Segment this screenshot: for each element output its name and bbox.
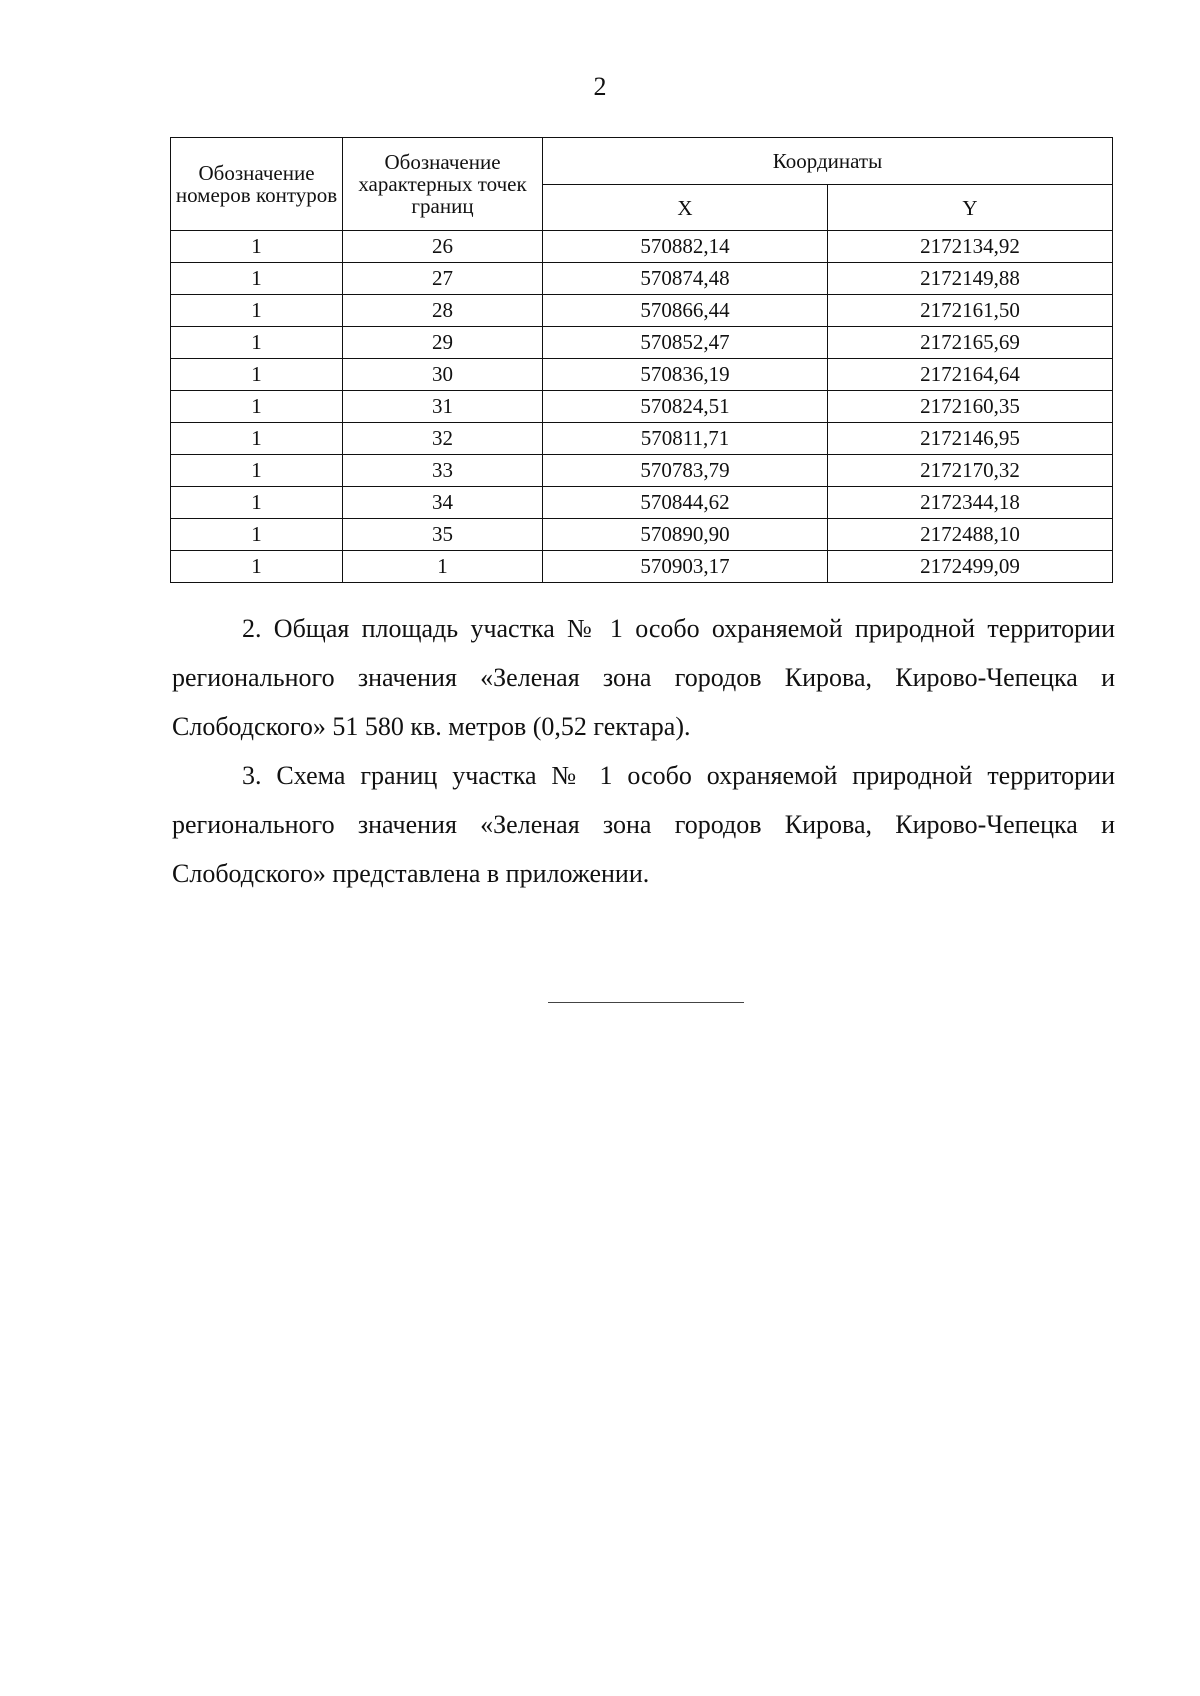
- cell-y: 2172149,88: [828, 263, 1113, 295]
- cell-point: 31: [343, 391, 543, 423]
- cell-y: 2172164,64: [828, 359, 1113, 391]
- cell-x: 570844,62: [543, 487, 828, 519]
- cell-contour: 1: [171, 487, 343, 519]
- paragraph-total-area: 2. Общая площадь участка № 1 особо охраняемой природной территории регионального значения «Зеленая зона городов Кирова, Кирово-Чепецка и Слободского» 51 580 кв. метров (0,52 гектара).: [172, 614, 1115, 741]
- cell-x: 570836,19: [543, 359, 828, 391]
- cell-point: 29: [343, 327, 543, 359]
- cell-point: 28: [343, 295, 543, 327]
- cell-contour: 1: [171, 295, 343, 327]
- cell-y: 2172488,10: [828, 519, 1113, 551]
- cell-contour: 1: [171, 327, 343, 359]
- cell-y: 2172146,95: [828, 423, 1113, 455]
- cell-point: 34: [343, 487, 543, 519]
- cell-x: 570890,90: [543, 519, 828, 551]
- cell-contour: 1: [171, 263, 343, 295]
- header-contour-number: Обозначение номеров контуров: [171, 138, 343, 231]
- cell-x: 570783,79: [543, 455, 828, 487]
- table-row: [171, 295, 1113, 327]
- cell-contour: 1: [171, 519, 343, 551]
- cell-point: 30: [343, 359, 543, 391]
- table-row: [171, 519, 1113, 551]
- cell-contour: 1: [171, 391, 343, 423]
- cell-y: 2172134,92: [828, 231, 1113, 263]
- cell-y: 2172165,69: [828, 327, 1113, 359]
- cell-contour: 1: [171, 359, 343, 391]
- table-row: [171, 487, 1113, 519]
- table-row: [171, 327, 1113, 359]
- table-row: [171, 231, 1113, 263]
- table-row: [171, 551, 1113, 583]
- header-y: Y: [828, 185, 1113, 231]
- cell-x: 570874,48: [543, 263, 828, 295]
- cell-point: 33: [343, 455, 543, 487]
- cell-y: 2172170,32: [828, 455, 1113, 487]
- coordinates-table: [170, 137, 1113, 583]
- header-coordinates: Координаты: [543, 138, 1113, 185]
- header-boundary-point: Обозначение характерных точек границ: [343, 138, 543, 231]
- cell-point: 35: [343, 519, 543, 551]
- table-row: [171, 423, 1113, 455]
- cell-point: 27: [343, 263, 543, 295]
- cell-contour: 1: [171, 423, 343, 455]
- header-x: X: [543, 185, 828, 231]
- table-row: [171, 391, 1113, 423]
- cell-point: 26: [343, 231, 543, 263]
- cell-x: 570882,14: [543, 231, 828, 263]
- table-row: [171, 455, 1113, 487]
- cell-y: 2172499,09: [828, 551, 1113, 583]
- cell-x: 570852,47: [543, 327, 828, 359]
- body-text: [172, 604, 1115, 898]
- page-number: 2: [593, 72, 607, 101]
- cell-point: 32: [343, 423, 543, 455]
- cell-y: 2172160,35: [828, 391, 1113, 423]
- cell-y: 2172161,50: [828, 295, 1113, 327]
- cell-contour: 1: [171, 231, 343, 263]
- cell-x: 570811,71: [543, 423, 828, 455]
- cell-x: 570903,17: [543, 551, 828, 583]
- cell-y: 2172344,18: [828, 487, 1113, 519]
- cell-contour: 1: [171, 551, 343, 583]
- cell-x: 570866,44: [543, 295, 828, 327]
- end-separator-line: [548, 1002, 744, 1003]
- cell-point: 1: [343, 551, 543, 583]
- cell-contour: 1: [171, 455, 343, 487]
- table-row: [171, 359, 1113, 391]
- cell-x: 570824,51: [543, 391, 828, 423]
- table-row: [171, 263, 1113, 295]
- paragraph-boundary-scheme: 3. Схема границ участка № 1 особо охраняемой природной территории регионального значения «Зеленая зона городов Кирова, Кирово-Чепецка и Слободского» представлена в приложении.: [172, 761, 1115, 888]
